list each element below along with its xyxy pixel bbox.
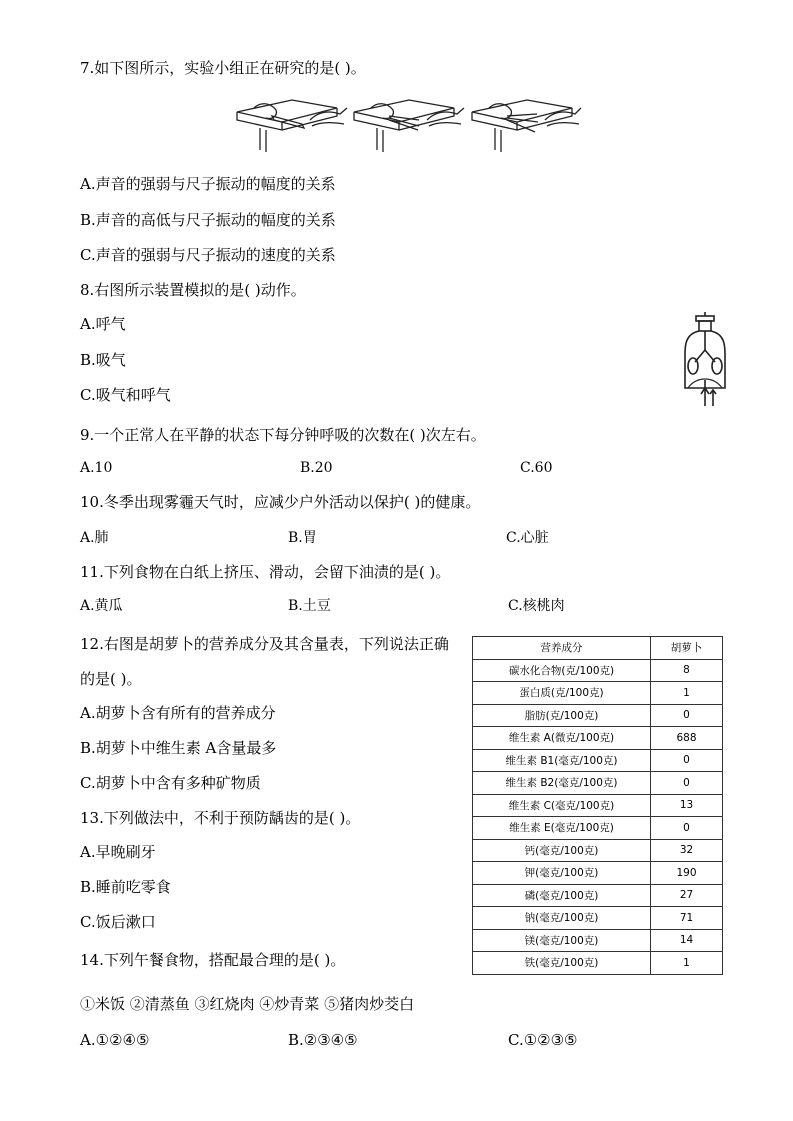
- q14-stem: 14.下列午餐食物，搭配最合理的是( )。: [80, 951, 346, 969]
- q13-option-a: A.早晚刷牙: [80, 843, 156, 861]
- q10-stem: 10.冬季出现雾霾天气时，应减少户外活动以保护( )的健康。: [80, 493, 481, 511]
- table-row: [473, 862, 723, 885]
- table-row: [473, 907, 723, 930]
- q11-option-c: C.核桃肉: [508, 598, 565, 614]
- nutrient-name: 镁(毫克/100克): [473, 929, 651, 952]
- nutrient-name: 蛋白质(克/100克): [473, 682, 651, 705]
- q9-option-b: B.20: [300, 460, 333, 476]
- q12-option-a: A.胡萝卜含有所有的营养成分: [80, 704, 276, 722]
- q12-stem-line2: 的是( )。: [80, 670, 142, 688]
- q12-option-b: B.胡萝卜中维生素 A含量最多: [80, 739, 277, 757]
- nutrient-value: 688: [651, 727, 723, 750]
- q13-option-c: C.饭后漱口: [80, 913, 156, 931]
- carrot-nutrition-table: [472, 636, 723, 975]
- ruler-vibration-illustration: [232, 90, 582, 160]
- nutrient-value: 1: [651, 952, 723, 975]
- nutrient-name: 维生素 A(微克/100克): [473, 727, 651, 750]
- q7-stem: 7.如下图所示，实验小组正在研究的是( )。: [80, 59, 366, 77]
- q7-option-a: A.声音的强弱与尺子振动的幅度的关系: [80, 175, 336, 193]
- table-row: [473, 929, 723, 952]
- q10-option-a: A.肺: [80, 530, 109, 546]
- q13-stem: 13.下列做法中，不利于预防龋齿的是( )。: [80, 809, 361, 827]
- q14-foods: ①米饭 ②清蒸鱼 ③红烧肉 ④炒青菜 ⑤猪肉炒茭白: [80, 995, 415, 1013]
- table-row: [473, 704, 723, 727]
- nutrient-value: 14: [651, 929, 723, 952]
- table-row: [473, 952, 723, 975]
- q10-option-b: B.胃: [288, 530, 317, 546]
- q9-option-c: C.60: [520, 460, 553, 476]
- q12-stem-line1: 12.右图是胡萝卜的营养成分及其含量表，下列说法正确: [80, 635, 449, 653]
- q11-stem: 11.下列食物在白纸上挤压、滑动，会留下油渍的是( )。: [80, 563, 451, 581]
- table-row: [473, 727, 723, 750]
- q12-option-c: C.胡萝卜中含有多种矿物质: [80, 774, 261, 792]
- q14-option-a: A.①②④⑤: [80, 1031, 150, 1049]
- q9-stem: 9.一个正常人在平静的状态下每分钟呼吸的次数在( )次左右。: [80, 426, 486, 444]
- nutrient-name: 维生素 B1(毫克/100克): [473, 749, 651, 772]
- nutrient-name: 钙(毫克/100克): [473, 839, 651, 862]
- bell-jar-lung-model: [680, 310, 730, 410]
- q13-option-b: B.睡前吃零食: [80, 878, 171, 896]
- nutrient-value: 71: [651, 907, 723, 930]
- q11-option-b: B.土豆: [288, 598, 331, 614]
- table-row: [473, 682, 723, 705]
- q8-option-a: A.呼气: [80, 315, 126, 333]
- nutrient-name: 钠(毫克/100克): [473, 907, 651, 930]
- nutrient-value: 1: [651, 682, 723, 705]
- nutrient-name: 维生素 C(毫克/100克): [473, 794, 651, 817]
- nutrient-value: 27: [651, 884, 723, 907]
- q8-stem: 8.右图所示装置模拟的是( )动作。: [80, 281, 306, 299]
- table-row: [473, 839, 723, 862]
- table-row: [473, 794, 723, 817]
- nutrient-value: 13: [651, 794, 723, 817]
- header-nutrient: 营养成分: [473, 637, 651, 660]
- table-row: [473, 772, 723, 795]
- ruler-experiment-figure: [232, 90, 582, 164]
- table-row: [473, 749, 723, 772]
- q8-option-c: C.吸气和呼气: [80, 386, 171, 404]
- q14-option-c: C.①②③⑤: [508, 1031, 578, 1049]
- nutrient-name: 碳水化合物(克/100克): [473, 659, 651, 682]
- nutrient-value: 32: [651, 839, 723, 862]
- q14-option-b: B.②③④⑤: [288, 1031, 358, 1049]
- q9-option-a: A.10: [80, 460, 113, 476]
- q7-option-b: B.声音的高低与尺子振动的幅度的关系: [80, 211, 336, 229]
- table-row: [473, 659, 723, 682]
- q7-option-c: C.声音的强弱与尺子振动的速度的关系: [80, 246, 336, 264]
- q8-option-b: B.吸气: [80, 351, 126, 369]
- nutrient-value: 0: [651, 704, 723, 727]
- header-carrot: 胡萝卜: [651, 637, 723, 660]
- q11-option-a: A.黄瓜: [80, 598, 123, 614]
- nutrient-value: 0: [651, 817, 723, 840]
- nutrient-value: 190: [651, 862, 723, 885]
- nutrient-name: 脂肪(克/100克): [473, 704, 651, 727]
- nutrient-name: 铁(毫克/100克): [473, 952, 651, 975]
- nutrient-name: 维生素 B2(毫克/100克): [473, 772, 651, 795]
- nutrient-name: 钾(毫克/100克): [473, 862, 651, 885]
- table-header-row: [473, 637, 723, 660]
- q10-option-c: C.心脏: [506, 530, 549, 546]
- bell-jar-lung-model-figure: [680, 310, 730, 414]
- nutrient-value: 0: [651, 772, 723, 795]
- nutrient-value: 8: [651, 659, 723, 682]
- table-row: [473, 817, 723, 840]
- table-row: [473, 884, 723, 907]
- nutrient-name: 磷(毫克/100克): [473, 884, 651, 907]
- nutrient-value: 0: [651, 749, 723, 772]
- nutrient-name: 维生素 E(毫克/100克): [473, 817, 651, 840]
